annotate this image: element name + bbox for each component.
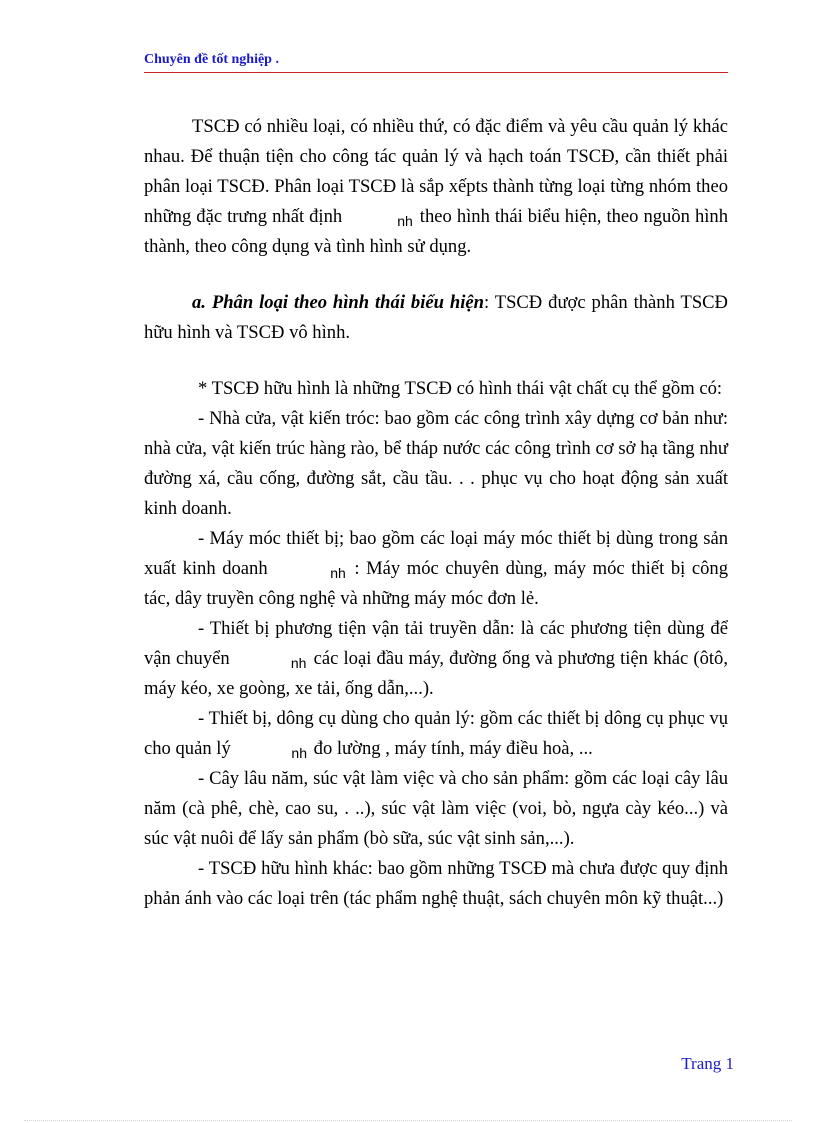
section-a-paragraph [144, 288, 728, 348]
transport-text-end: các loại đầu máy, đường ống và phương tiện khác (ôtô, máy kéo, xe goòng, xe tải, ống dẫn,...). [144, 648, 728, 699]
machines-text-end: : Máy móc chuyên dùng, máy móc thiết bị công tác, dây truyền công nghệ và những máy móc đơn lẻ. [144, 558, 728, 609]
management-text: - Thiết bị, dông cụ dùng cho quản lý: gồm các thiết bị dông cụ phục vụ cho quản lý [144, 708, 728, 759]
list-item-transport [144, 614, 728, 704]
inline-nh-marker: nh [397, 213, 413, 229]
list-item-other [144, 854, 728, 914]
transport-text: - Thiết bị phương tiện vận tải truyền dẫn: là các phương tiện dùng để vận chuyển [144, 618, 728, 669]
paragraph-intro [144, 112, 728, 262]
page-bottom-divider [24, 1120, 792, 1121]
document-body [144, 112, 728, 914]
document-title: Chuyên đề tốt nghiệp . [144, 52, 279, 67]
machines-text: - Máy móc thiết bị; bao gồm các loại máy móc thiết bị dùng trong sản xuất kinh doanh [144, 528, 728, 579]
list-item-management [144, 704, 728, 764]
paragraph-intro-text: TSCĐ có nhiều loại, có nhiều thứ, có đặc điểm và yêu cầu quản lý khác nhau. Để thuận tiện cho công tác quản lý và hạch toán TSCĐ, cần thiết phải phân loại TSCĐ. Phân loại TSCĐ là sắp xếpts thành từng loại từng nhóm theo những đặc trưng nhất định [144, 116, 728, 227]
management-text-end: đo lường , máy tính, máy điều hoà, ... [313, 738, 593, 759]
inline-nh-marker: nh [291, 745, 307, 761]
plants-text: - Cây lâu năm, súc vật làm việc và cho sản phẩm: gồm các loại cây lâu năm (cà phê, chè, cao su, . ..), súc vật làm việc (voi, bò, ngựa cày kéo...) và súc vật nuôi để lấy sản phẩm (bò sữa, súc vật sinh sản,...). [144, 768, 728, 849]
list-item-buildings [144, 404, 728, 524]
section-a-heading: a. Phân loại theo hình thái biểu hiện [192, 292, 484, 313]
other-text: - TSCĐ hữu hình khác: bao gồm những TSCĐ mà chưa được quy định phản ánh vào các loại trên (tác phẩm nghệ thuật, sách chuyên môn kỹ thuật...) [144, 858, 728, 909]
tangible-intro-text: * TSCĐ hữu hình là những TSCĐ có hình thái vật chất cụ thể gồm có: [198, 378, 723, 399]
page-number: Trang 1 [681, 1054, 734, 1073]
list-item-plants [144, 764, 728, 854]
inline-nh-marker: nh [330, 565, 346, 581]
paragraph-intro-text-end: theo hình thái biểu hiện, theo nguồn hình thành, theo công dụng và tình hình sử dụng. [144, 206, 729, 257]
page-header [144, 50, 728, 73]
paragraph-tangible-intro [144, 374, 728, 404]
list-item-machines [144, 524, 728, 614]
buildings-text: - Nhà cửa, vật kiến tróc: bao gồm các công trình xây dựng cơ bản như: nhà cửa, vật kiến trúc hàng rào, bể tháp nước các công trình cơ sở hạ tầng như đường xá, cầu cống, đường sắt, cầu tầu. . . phục vụ cho hoạt động sản xuất kinh doanh. [144, 408, 728, 519]
section-a-text: : TSCĐ được phân thành TSCĐ hữu hình và TSCĐ vô hình. [144, 292, 728, 343]
inline-nh-marker: nh [290, 655, 307, 671]
